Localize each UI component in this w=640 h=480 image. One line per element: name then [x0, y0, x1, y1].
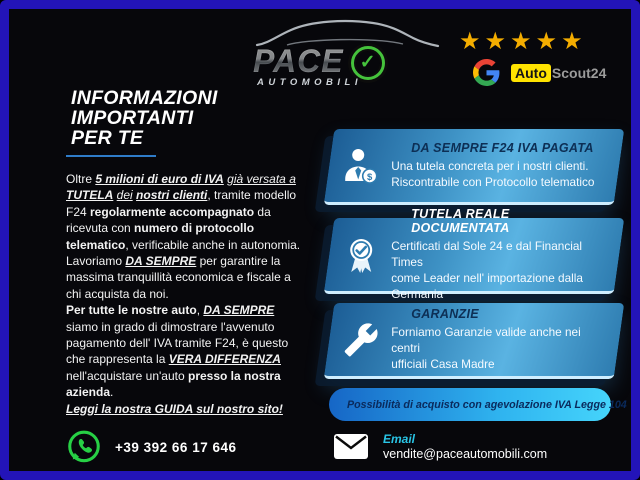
envelope-icon	[333, 433, 369, 460]
legge-104-banner	[329, 388, 627, 421]
rating-block	[459, 27, 609, 86]
autoscout24-scout-label: Scout24	[551, 64, 607, 81]
page-title	[71, 88, 218, 148]
text-run: per garantire la massima tranquillità economica e fiscale a chi acquista da noi.	[66, 254, 291, 301]
info-card-tutela	[324, 207, 625, 301]
emphasis-text: DA SEMPRE	[125, 254, 197, 269]
text-run: siamo in grado di dimostrare l'avvenuto pagamento dell' IVA tramite F24, è questo che rappresenta la	[66, 319, 289, 367]
page-title-line1: INFORMAZIONI	[71, 87, 218, 109]
certified-badge-icon	[341, 235, 381, 275]
text-run: , tramite modello F24	[66, 188, 297, 219]
autoscout24-auto-badge: Auto	[511, 64, 551, 82]
emphasis-text: già versata a	[227, 172, 296, 186]
info-card-f24-iva	[324, 129, 625, 205]
green-check-icon: ✓	[351, 46, 385, 80]
card-line: ufficiali Casa Madre	[391, 357, 495, 371]
info-card-garanzie	[324, 303, 625, 379]
card-line: Una tutela concreta per i nostri clienti.	[391, 159, 589, 173]
whatsapp-contact[interactable]	[65, 428, 236, 466]
brand-subtitle: AUTOMOBILI	[257, 77, 362, 88]
guide-link-text[interactable]: Leggi la nostra GUIDA sul nostro sito!	[66, 401, 283, 416]
emphasis-text: Per tutte le nostre auto	[66, 303, 197, 318]
emphasis-text: VERA DIFFERENZA	[168, 352, 281, 367]
wrench-icon	[343, 322, 379, 358]
page-title-line2: IMPORTANTI	[71, 107, 194, 129]
five-star-rating: ★★★★★	[459, 28, 587, 55]
title-underline-divider	[66, 155, 156, 157]
brand-name: PACE	[253, 43, 344, 79]
card-title: DA SEMPRE F24 IVA PAGATA	[411, 141, 594, 155]
text-run: , verificabile anche in autonomia. Lavoriamo	[66, 237, 301, 269]
businessman-coin-icon	[341, 146, 381, 186]
phone-number[interactable]: +39 392 66 17 646	[115, 439, 237, 455]
info-paragraph	[66, 171, 307, 417]
whatsapp-icon	[65, 428, 103, 466]
text-run: ,	[196, 303, 204, 318]
emphasis-text: presso la nostra azienda	[66, 368, 281, 400]
card-line: Riscontrabile con Protocollo telematico	[391, 175, 595, 189]
text-run: .	[110, 385, 114, 400]
svg-text:$: $	[367, 171, 373, 183]
page-title-line3: PER TE	[71, 127, 144, 149]
emphasis-text: numero di protocollo telematico	[66, 221, 255, 252]
email-contact[interactable]	[333, 432, 547, 461]
legge-104-label: Possibilità di acquisto con agevolazione IVA Legge 104	[347, 398, 627, 411]
emphasis-text: 5 milioni di euro di IVA	[95, 172, 224, 186]
emphasis-text: TUTELA	[66, 188, 114, 203]
emphasis-text: DA SEMPRE	[203, 303, 275, 318]
pace-automobili-logo	[245, 19, 445, 91]
emphasis-text: dei	[116, 188, 133, 203]
card-line: Certificati dal Sole 24 e dal Financial Times	[391, 239, 583, 269]
emphasis-text: nostri clienti	[136, 188, 208, 203]
card-title: GARANZIE	[411, 307, 479, 321]
email-label: Email	[383, 432, 416, 446]
card-line: Forniamo Garanzie valide anche nei centri	[391, 325, 581, 355]
text-run: Oltre	[66, 172, 96, 186]
email-address[interactable]: vendite@paceautomobili.com	[383, 447, 548, 461]
card-line: come Leader nell' importazione dalla Germania	[391, 271, 583, 301]
emphasis-text: regolarmente accompagnato	[90, 204, 255, 219]
google-logo-icon	[473, 59, 500, 86]
card-title: TUTELA REALE DOCUMENTATA	[411, 207, 510, 235]
text-run: da ricevuta con	[66, 204, 271, 236]
text-run: nell'acquistare un'auto	[66, 368, 188, 383]
